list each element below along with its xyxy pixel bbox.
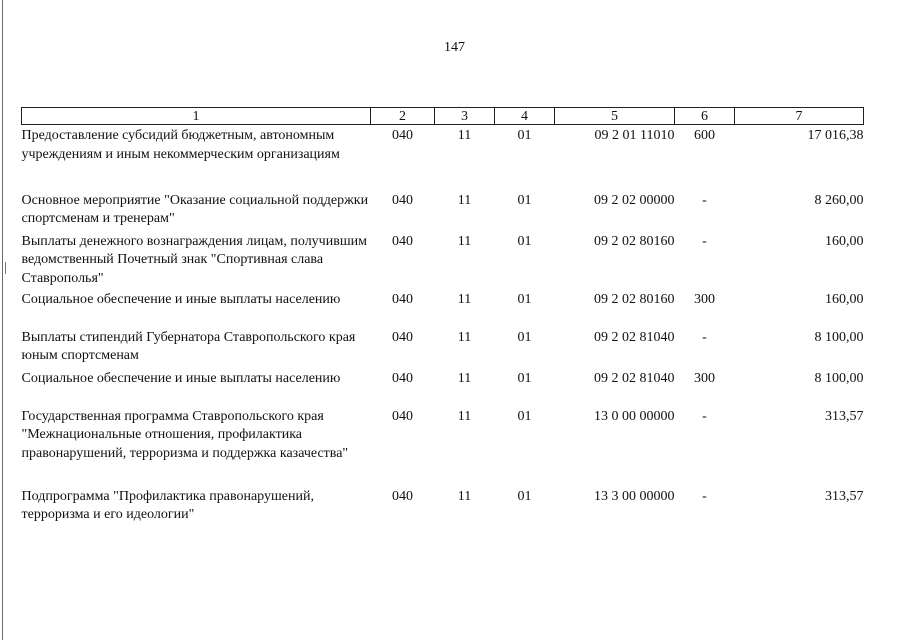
table-header-row	[22, 108, 864, 125]
row-col2: 040	[392, 488, 413, 504]
row-name: Социальное обеспечение и иные выплаты населению	[21, 370, 341, 386]
row-col5: 09 2 02 80160	[594, 233, 675, 249]
row-col7: 17 016,38	[807, 128, 864, 143]
row-col7: 313,57	[825, 408, 864, 424]
row-col2: 040	[392, 370, 413, 386]
row-name: Выплаты денежного вознаграждения лицам, получившим ведомственный Почетный знак "Спортивная слава Ставрополья"	[21, 233, 367, 286]
page-number: 147	[444, 40, 465, 55]
col-header-7: 7	[735, 108, 864, 125]
row-col3: 11	[457, 128, 472, 143]
row-col2: 040	[392, 233, 413, 249]
row-col4: 01	[517, 329, 532, 345]
row-col2: 040	[392, 408, 413, 424]
row-col4: 01	[517, 408, 532, 424]
table-row	[22, 368, 864, 406]
row-col2: 040	[392, 329, 413, 345]
row-col4: 01	[517, 488, 532, 504]
row-col5: 09 2 02 81040	[594, 370, 675, 386]
scan-mark	[5, 262, 6, 274]
row-col6: 600	[694, 128, 715, 143]
table-row	[22, 327, 864, 368]
row-col6: -	[702, 192, 707, 208]
table-row	[22, 231, 864, 289]
col-header-3: 3	[435, 108, 495, 125]
row-col3: 11	[457, 370, 472, 386]
table-row	[22, 190, 864, 231]
col-header-2: 2	[371, 108, 435, 125]
row-col7: 313,57	[825, 488, 864, 504]
row-col2: 040	[392, 192, 413, 208]
row-col6: -	[702, 233, 707, 249]
col-header-4: 4	[495, 108, 555, 125]
col-header-1: 1	[22, 108, 371, 125]
row-col7: 160,00	[825, 233, 864, 249]
row-name: Подпрограмма "Профилактика правонарушений, терроризма и его идеологии"	[21, 488, 314, 522]
row-col4: 01	[517, 370, 532, 386]
table-row	[22, 125, 864, 190]
row-col6: 300	[694, 291, 715, 307]
row-name: Предоставление субсидий бюджетным, автономным учреждениям и иным некоммерческим организациям	[21, 128, 340, 162]
row-name: Выплаты стипендий Губернатора Ставропольского края юным спортсменам	[21, 329, 356, 363]
row-col5: 09 2 02 80160	[594, 291, 675, 307]
row-col6: -	[702, 488, 707, 504]
row-col5: 13 0 00 00000	[594, 408, 675, 424]
row-col3: 11	[457, 291, 472, 307]
row-col4: 01	[517, 192, 532, 208]
table-row	[22, 406, 864, 486]
row-col7: 160,00	[825, 291, 864, 307]
row-col4: 01	[517, 128, 532, 143]
row-col7: 8 100,00	[814, 329, 864, 345]
row-col2: 040	[392, 128, 413, 143]
row-col7: 8 100,00	[814, 370, 864, 386]
scan-left-edge-line	[2, 0, 3, 640]
row-col3: 11	[457, 408, 472, 424]
col-header-5: 5	[555, 108, 675, 125]
budget-table	[21, 107, 864, 527]
row-col5: 09 2 02 00000	[594, 192, 675, 208]
table-row	[22, 486, 864, 527]
col-header-6: 6	[675, 108, 735, 125]
row-col5: 09 2 01 11010	[594, 128, 675, 143]
row-name: Основное мероприятие "Оказание социальной поддержки спортсменам и тренерам"	[21, 192, 369, 226]
row-col7: 8 260,00	[814, 192, 864, 208]
row-col3: 11	[457, 329, 472, 345]
row-col3: 11	[457, 488, 472, 504]
row-col4: 01	[517, 291, 532, 307]
row-col6: 300	[694, 370, 715, 386]
row-col3: 11	[457, 233, 472, 249]
row-col4: 01	[517, 233, 532, 249]
row-name: Социальное обеспечение и иные выплаты населению	[21, 291, 341, 307]
row-col6: -	[702, 329, 707, 345]
row-col2: 040	[392, 291, 413, 307]
table-row	[22, 289, 864, 327]
row-col6: -	[702, 408, 707, 424]
row-col3: 11	[457, 192, 472, 208]
row-col5: 09 2 02 81040	[594, 329, 675, 345]
row-col5: 13 3 00 00000	[594, 488, 675, 504]
row-name: Государственная программа Ставропольского края "Межнациональные отношения, профилактика правонарушений, терроризма и поддержка казачества"	[21, 408, 349, 461]
